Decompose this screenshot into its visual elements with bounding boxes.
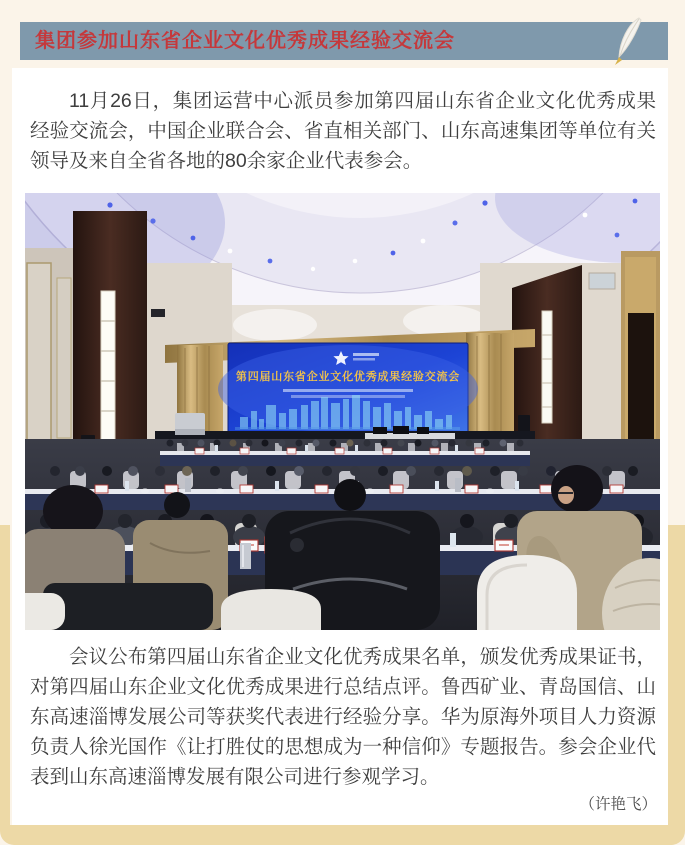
article-header-bar: [20, 22, 668, 60]
audience: [25, 439, 660, 630]
led-screen: [218, 343, 478, 433]
conference-photo[interactable]: [25, 193, 660, 630]
byline: （许艳飞）: [579, 796, 657, 813]
conference-photo-graphic: [25, 193, 660, 630]
article-title: 集团参加山东省企业文化优秀成果经验交流会: [35, 30, 455, 52]
quill-icon: [612, 15, 646, 67]
led-light-bar-right: [542, 311, 552, 423]
screen-title-text: 第四届山东省企业文化优秀成果经验交流会: [235, 371, 461, 383]
screen-subtitle-line: [283, 389, 413, 392]
paragraph-1: 11月26日，集团运营中心派员参加第四届山东省企业文化优秀成果经验交流会，中国企业联合会、省直相关部门、山东高速集团等单位有关领导及来自全省各地的80余家企业代表参会。: [30, 90, 656, 172]
paragraph-2: 会议公布第四届山东省企业文化优秀成果名单，颁发优秀成果证书，对第四届山东企业文化优秀成果进行总结点评。鲁西矿业、青岛国信、山东高速淄博发展公司等获奖代表进行经验分享。华为原海外项目人力资源负责人徐光国作《让打胜仗的思想成为一种信仰》专题报告。参会企业代表到山东高速淄博发展有限公司进行参观学习。: [30, 646, 656, 788]
right-doorway: [621, 251, 660, 448]
screen-subtitle-line: [291, 395, 405, 398]
